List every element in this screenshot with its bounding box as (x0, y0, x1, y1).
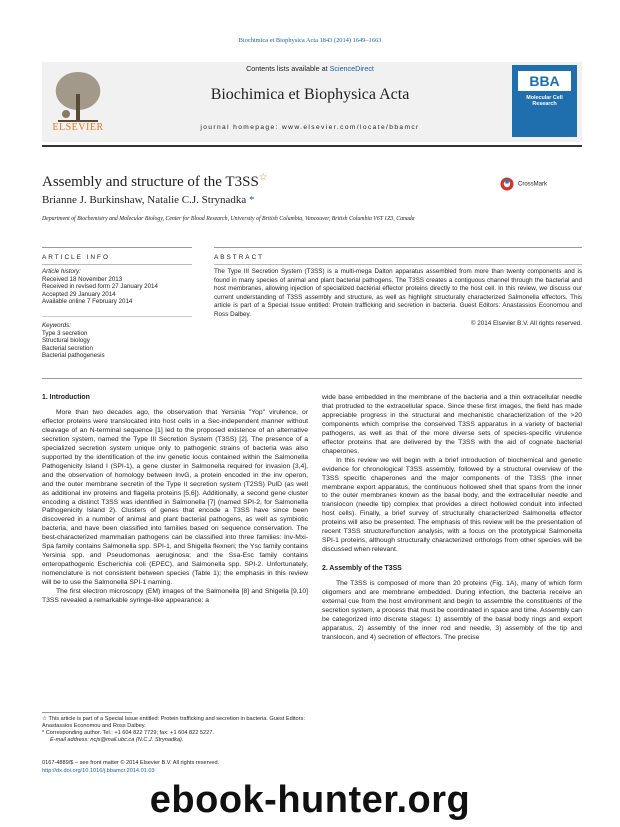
intro-paragraph-2: The first electron microscopy (EM) images of the Salmonella [8] and Shigella [9,10] T3SS revealed a remarkable syringe-like appearance: a (42, 588, 308, 605)
abstract-text: The Type III Secretion System (T3SS) is a multi-mega Dalton apparatus assembled from more than twenty components and is found in many species of animal and plant bacterial pathogens. The T3SS creates a contiguous channel through the bacterial and host membranes, allowing injection of specialized bacterial effector proteins directly to the host cell. In this review, we discuss our current understanding of T3SS assembly and structure, as well as highlight structurally characterized Salmonella effectors. This article is part of a Special Issue entitled: Protein trafficking and secretion in bacteria. Guest Editors: Anastassios Economou and Ross Dalbey. (214, 268, 582, 318)
copyright: © 2014 Elsevier B.V. All rights reserved. (470, 319, 582, 327)
assembly-paragraph-1: The T3SS is composed of more than 20 proteins (Fig. 1A), many of which form oligomers and are membrane embedded. During infection, the bacteria receive an external cue from the host environment and begin to assemble the constituents of the secretion system, a process that must be coordinated in space and time. Assembly can be categorized into discrete stages: 1) assembly of the basal body rings and export apparatus, 2) assembly of the inner rod and needle, 3) assembly of the tip and translocon, and 4) secretion of effectors. The precise (322, 580, 583, 641)
assembly-heading: 2. Assembly of the T3SS (322, 565, 402, 573)
corresponding-author-mark[interactable]: * (249, 194, 255, 206)
info-divider (42, 264, 192, 265)
keywords: Keywords: Type 3 secretion Structural biology Bacterial secretion Bacterial pathogenesis (42, 322, 105, 360)
journal-cover (512, 65, 577, 137)
journal-citation[interactable]: Biochimica et Biophysica Acta 1843 (2014) 1649–1663 (238, 37, 382, 44)
issn-line: 0167-4889/$ – see front matter © 2014 Elsevier B.V. All rights reserved. (42, 760, 220, 766)
right-column (322, 394, 582, 643)
authors: Brianne J. Burkinshaw, Natalie C.J. Strynadka * (42, 194, 255, 206)
watermark: ebook-hunter.org (149, 779, 471, 821)
crossmark-badge[interactable]: CrossMark (500, 175, 547, 193)
contents-line: Contents lists available at ScienceDirect (246, 64, 374, 73)
intro-paragraph-1: More than two decades ago, the observation that Yersinia "Yop" virulence, or effector proteins were translocated into host cells in a Sec-independent manner without cleavage of an N-terminal sequence [1] led to the proposed existence of an alternative secretion system, named the Type III Secretion System (T3SS) [2]. The presence of a specialized secretion system unique only to pathogenic strains of bacteria was also supported by the identification of the inv genetic locus contained within the Salmonella Pathogenicity Island I (SPI-1), a gene cluster in Salmonella required for invasion [3,4], and the observation of homology between InvG, a protein encoded in the inv operon, and the outer membrane secretin of the Type II secretion system (T2SS) PulD (as well as additional inv proteins and flagella proteins [5,6]). Additionally, a second gene cluster encoding a distinct T3SS was identified in Salmonella [7] (named SPI-2, for Salmonella Pathogenicity Island 2). Clusters of genes that encode a T3SS have since been discovered in a number of animal and plant bacterial pathogens, as well as symbiotic bacteria, and have been classified into families based on sequence conservation. The best-characterized mammalian pathogens can be classified into three families: Inv-Mxi-Spa family contains Salmonella spp. SPI-1, and Shigella flexneri; the Ysc family contains Yersinia spp. and Pseudomonas aeruginosa; and the Ssa-Esc family contains enteropathogenic Escherichia coli (EPEC), and Salmonella spp. SPI-2. Unfortunately, nomenclature is not consistent between species (Table 1); the emphasis in this review will be to use the Salmonella SPI-1 naming. (42, 409, 308, 587)
left-column (42, 394, 308, 606)
abstract (214, 268, 582, 328)
abstract-divider-top (214, 247, 582, 248)
header-divider (42, 145, 582, 147)
footnote-email[interactable]: E-mail address: ncjs@mail.ubc.ca (N.C.J. Strynadka). (50, 737, 184, 743)
article-history: Article history: Received 18 November 2013 Received in revised form 27 January 2014 Accepted 29 January 2014 Available online 7 February 2014 (42, 268, 158, 306)
publisher-name: ELSEVIER (52, 122, 104, 133)
cover-subtitle: Molecular Cell Research (526, 95, 563, 107)
abstract-divider (214, 264, 582, 265)
affiliation: Department of Biochemistry and Molecular Biology, Center for Blood Research, University of British Columbia, Vancouver, British Columbia V6T 1Z3, Canada (42, 216, 415, 222)
article-title: Assembly and structure of the T3SS☆ (42, 172, 268, 190)
title-star-icon[interactable]: ☆ (258, 172, 268, 183)
article-info-heading: ARTICLE INFO (42, 254, 110, 261)
body-divider (42, 378, 582, 379)
crossmark-icon (500, 177, 514, 191)
abstract-heading: ABSTRACT (214, 254, 265, 261)
doi-link[interactable]: http://dx.doi.org/10.1016/j.bbamcr.2014.01.03 (42, 768, 155, 774)
sciencedirect-link[interactable]: ScienceDirect (329, 64, 374, 73)
cover-abbr: BBA (518, 71, 571, 91)
info-divider-top (42, 247, 192, 248)
footnote-corresponding: * Corresponding author. Tel.: +1 604 822 7729; fax: +1 604 822 5227. (42, 730, 214, 736)
keywords-divider (42, 316, 192, 317)
right-paragraph-2: In this review we will begin with a brief introduction of biochemical and genetic evidence for chronological T3SS assembly, followed by a structural overview of the T3SS specific chaperones and the major components of the T3SS (the inner membrane export apparatus, the continuous hollowed shell that spans from the inner to the outer membranes known as the basal body, and the extracellular needle and translocon (needle tip) complex that provides a direct hollowed conduit into infected host cells). Finally, a brief survey of structurally characterized Salmonella effector proteins will also be presented. The emphasis of this review will be the presentation of recent T3SS structure/function analysis, with a focus on the prototypical Salmonella SPI-1 proteins, although structurally characterized orthologs from other species will be discussed when relevant. (322, 456, 582, 554)
footnotes (42, 716, 308, 744)
footnote-divider (42, 712, 132, 713)
footnote-special-issue: ☆ This article is part of a Special Issue entitled: Protein trafficking and secretion in bacteria. Guest Editors: Anastassios Economou and Ross Dalbey. (42, 716, 305, 729)
journal-title: Biochimica et Biophysica Acta (210, 86, 410, 103)
right-paragraph-1: wide base embedded in the membrane of the bacteria and a thin extracellular needle that protruded to the extracellular space. Since these first images, the field has made appreciable progress in the structural and mechanistic characterization of the >20 components which comprise the conserved T3SS apparatus in a variety of bacterial pathogens, as well as that of the more diverse sets of species-specific virulence effector proteins that are delivered by the T3SS with the aid of cognate bacterial chaperones. (322, 394, 582, 455)
journal-homepage[interactable]: journal homepage: www.elsevier.com/locate/bbamcr (200, 124, 420, 131)
intro-heading: 1. Introduction (42, 394, 90, 401)
